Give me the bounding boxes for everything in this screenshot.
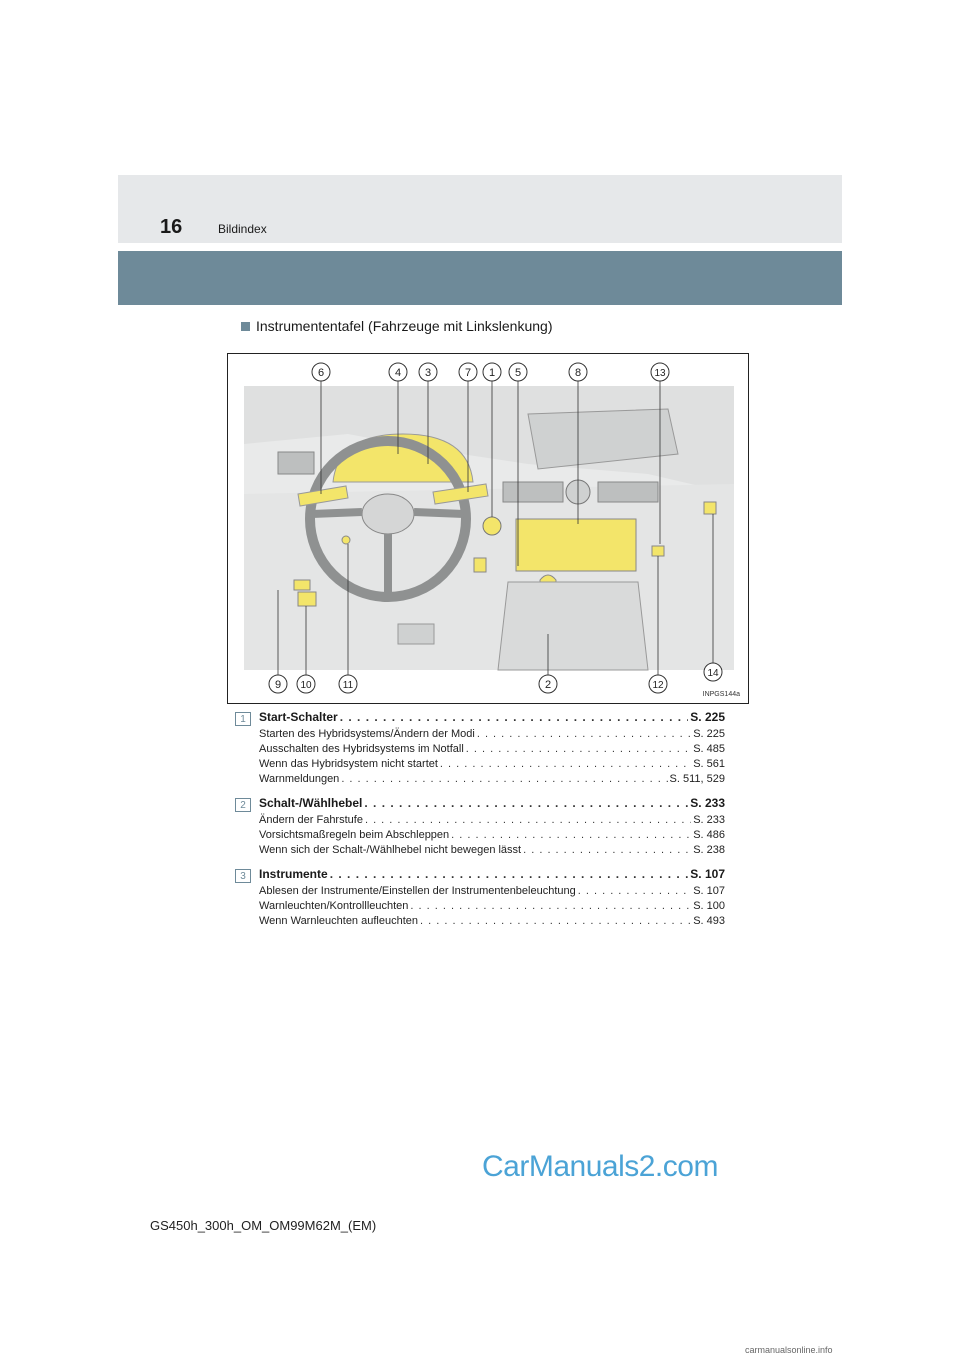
section-title [241, 318, 552, 334]
sub-entry-page-ref[interactable]: S. 561 [693, 758, 725, 770]
callout-label: 2 [544, 679, 552, 691]
sub-entry-text: Ablesen der Instrumente/Einstellen der Instrumentenbeleuchtung [259, 885, 576, 897]
lower-left-switch-2 [294, 580, 310, 590]
sub-entry-page-ref[interactable]: S. 493 [693, 915, 725, 927]
entry-page-ref[interactable]: S. 107 [690, 867, 725, 881]
start-switch [483, 517, 501, 535]
far-right-switch [704, 502, 716, 514]
doc-id-footer: GS450h_300h_OM_OM99M62M_(EM) [150, 1218, 377, 1233]
callout-label: 8 [574, 367, 582, 379]
center-vent-left [503, 482, 563, 502]
sub-entry-page-ref[interactable]: S. 486 [693, 829, 725, 841]
steering-button [342, 536, 350, 544]
hazard-switch [474, 558, 486, 572]
center-console [498, 582, 648, 670]
sub-entry-page-ref[interactable]: S. 225 [693, 728, 725, 740]
leader-dots [420, 915, 691, 927]
watermark-bottom: carmanualsonline.info [745, 1345, 833, 1355]
center-vent-right [598, 482, 658, 502]
sub-entry [259, 728, 725, 743]
sub-entry [259, 814, 725, 829]
sub-entry [259, 915, 725, 930]
sub-entry [259, 743, 725, 758]
entry-number-badge: 2 [235, 798, 251, 812]
watermark-logo: CarManuals2.com [482, 1150, 718, 1183]
leader-dots [466, 743, 691, 755]
sub-entry [259, 900, 725, 915]
section-title-text: Instrumententafel (Fahrzeuge mit Linkslenkung) [256, 318, 553, 334]
audio-panel [516, 519, 636, 571]
sub-entry-page-ref[interactable]: S. 238 [693, 844, 725, 856]
right-switch [652, 546, 664, 556]
leader-dots [477, 728, 691, 740]
sub-entry-text: Starten des Hybridsystems/Ändern der Modi [259, 728, 475, 740]
callout-label: 7 [464, 367, 472, 379]
sub-entry-page-ref[interactable]: S. 107 [693, 885, 725, 897]
sub-entry [259, 773, 725, 788]
left-vent [278, 452, 314, 474]
leader-dots [440, 758, 691, 770]
callout-label: 10 [300, 680, 312, 691]
square-bullet-icon [241, 322, 250, 331]
entry-title-line [259, 867, 725, 885]
sub-entry [259, 829, 725, 844]
dashboard-figure [227, 353, 749, 704]
entry-title: Instrumente [259, 867, 328, 881]
sub-entry-text: Wenn das Hybridsystem nicht startet [259, 758, 438, 770]
leader-dots [341, 773, 667, 785]
pedal [398, 624, 434, 644]
sub-entry-text: Warnleuchten/Kontrollleuchten [259, 900, 409, 912]
entry-title-line [259, 710, 725, 728]
leader-dots [523, 844, 691, 856]
callout-label: 13 [654, 368, 666, 379]
lower-left-switch [298, 592, 316, 606]
entry-3 [235, 867, 725, 930]
callout-label: 1 [488, 367, 496, 379]
sub-entry-text: Ändern der Fahrstufe [259, 814, 363, 826]
entry-1 [235, 710, 725, 788]
sub-entry [259, 758, 725, 773]
page-number: 16 [160, 216, 183, 238]
callout-label: 11 [342, 680, 354, 691]
sub-entry-text: Ausschalten des Hybridsystems im Notfall [259, 743, 464, 755]
entry-2 [235, 796, 725, 859]
section-band [118, 251, 842, 305]
entry-list [235, 710, 725, 938]
dashboard-illustration [228, 354, 750, 705]
leader-dots [451, 829, 691, 841]
sub-entry-page-ref[interactable]: S. 233 [693, 814, 725, 826]
callouts-top [312, 363, 669, 381]
entry-number-badge: 3 [235, 869, 251, 883]
leader-dots [340, 710, 689, 724]
entry-title-line [259, 796, 725, 814]
sub-entry-text: Vorsichtsmaßregeln beim Abschleppen [259, 829, 450, 841]
leader-dots [364, 796, 688, 810]
sub-entry-text: Wenn Warnleuchten aufleuchten [259, 915, 418, 927]
entry-title: Schalt-/Wählhebel [259, 796, 363, 810]
callout-label: 4 [394, 367, 402, 379]
callout-label: 3 [424, 367, 432, 379]
sub-entry-text: Wenn sich der Schalt-/Wählhebel nicht bewegen lässt [259, 844, 522, 856]
leader-dots [330, 867, 689, 881]
callout-label: 5 [514, 367, 522, 379]
callout-label: 9 [274, 679, 282, 691]
callout-label: 12 [652, 680, 664, 691]
figure-code: INPGS144a [702, 691, 740, 698]
sub-entry-page-ref[interactable]: S. 511, 529 [669, 773, 725, 785]
callout-label: 14 [707, 668, 719, 679]
sub-entry-page-ref[interactable]: S. 485 [693, 743, 725, 755]
leader-dots [410, 900, 691, 912]
running-head: Bildindex [218, 222, 267, 236]
sub-entry [259, 885, 725, 900]
entry-page-ref[interactable]: S. 233 [690, 796, 725, 810]
steering-wheel-hub [362, 494, 414, 534]
callout-label: 6 [317, 367, 325, 379]
entry-page-ref[interactable]: S. 225 [690, 710, 725, 724]
sub-entry-text: Warnmeldungen [259, 773, 340, 785]
leader-dots [578, 885, 691, 897]
sub-entry-page-ref[interactable]: S. 100 [693, 900, 725, 912]
entry-number-badge: 1 [235, 712, 251, 726]
entry-title: Start-Schalter [259, 710, 338, 724]
leader-dots [365, 814, 691, 826]
sub-entry [259, 844, 725, 859]
